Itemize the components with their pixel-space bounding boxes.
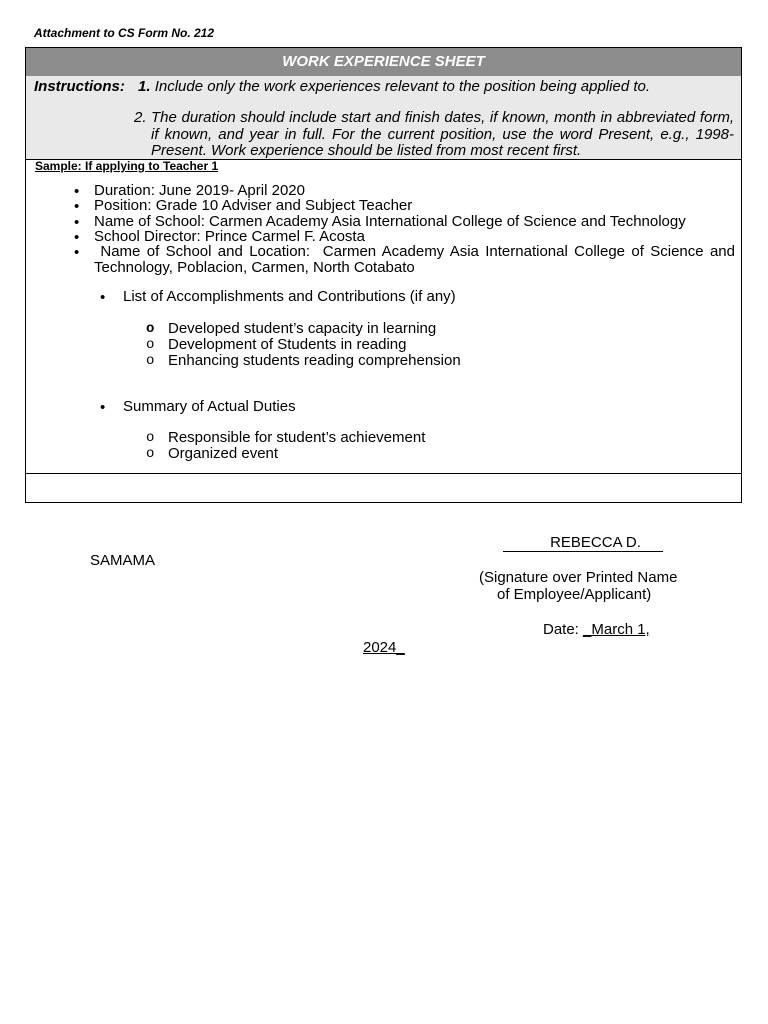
bullet-dot: • <box>74 183 80 200</box>
accomplishment-item: Enhancing students reading comprehension <box>168 352 461 369</box>
instruction-2 <box>134 110 734 160</box>
sample-label: Sample: If applying to Teacher 1 <box>35 159 219 173</box>
duties-heading: Summary of Actual Duties <box>123 398 296 415</box>
instruction-2-text: The duration should include start and finish dates, if known, month in abbreviated form, if known, and year in full. For the current position, use the word Present, e.g., 1998-Present. Work experience should be listed from most recent first. <box>151 109 734 159</box>
sub-bullet-marker: o <box>146 446 155 462</box>
date-value: _March 1, <box>583 621 650 638</box>
duty-item: Organized event <box>168 445 279 462</box>
bullet-dot: • <box>100 289 106 306</box>
detail-school-name: Name of School: Carmen Academy Asia International College of Science and Technology <box>94 213 686 230</box>
bullet-dot: • <box>100 399 106 416</box>
accomplishment-item: Development of Students in reading <box>168 336 407 353</box>
detail-school-director: School Director: Prince Carmel F. Acosta <box>94 228 365 245</box>
detail-duration: Duration: June 2019- April 2020 <box>94 182 305 199</box>
instruction-1 <box>138 78 650 95</box>
detail-position: Position: Grade 10 Adviser and Subject Teacher <box>94 197 413 214</box>
instructions-panel <box>26 76 741 160</box>
date-label: Date: <box>543 621 579 638</box>
bullet-dot: • <box>74 198 80 215</box>
signature-surname: SAMAMA <box>90 552 156 569</box>
accomplishment-item: Developed student’s capacity in learning <box>168 320 437 337</box>
accomplishments-heading: List of Accomplishments and Contributions (if any) <box>123 288 456 305</box>
instruction-1-number: 1. <box>138 78 151 95</box>
duty-item: Responsible for student’s achievement <box>168 429 426 446</box>
sub-bullet-marker: o <box>146 321 155 337</box>
instructions-label: Instructions: <box>34 78 125 95</box>
work-experience-sheet <box>25 47 742 503</box>
instruction-1-text: Include only the work experiences relevant to the position being applied to. <box>154 78 651 95</box>
sub-bullet-marker: o <box>146 337 155 353</box>
sub-bullet-marker: o <box>146 430 155 446</box>
date-year: 2024_ <box>363 639 405 656</box>
bullet-dot: • <box>74 229 80 246</box>
detail-school-location: Name of School and Location: Carmen Academy Asia International College of Science and Technology, Poblacion, Carmen, North Cotabato <box>94 243 739 276</box>
bullet-dot: • <box>74 214 80 231</box>
sub-bullet-marker: o <box>146 353 155 369</box>
signature-caption-line2: of Employee/Applicant) <box>497 586 652 603</box>
attachment-label: Attachment to CS Form No. 212 <box>34 26 215 40</box>
sheet-title: WORK EXPERIENCE SHEET <box>26 48 741 77</box>
bullet-dot: • <box>74 244 80 261</box>
signature-name: REBECCA D. <box>503 534 663 552</box>
date-line <box>543 621 650 638</box>
signature-caption-line1: (Signature over Printed Name <box>479 569 678 586</box>
table-divider <box>26 473 741 474</box>
instruction-2-number: 2. <box>134 109 147 126</box>
